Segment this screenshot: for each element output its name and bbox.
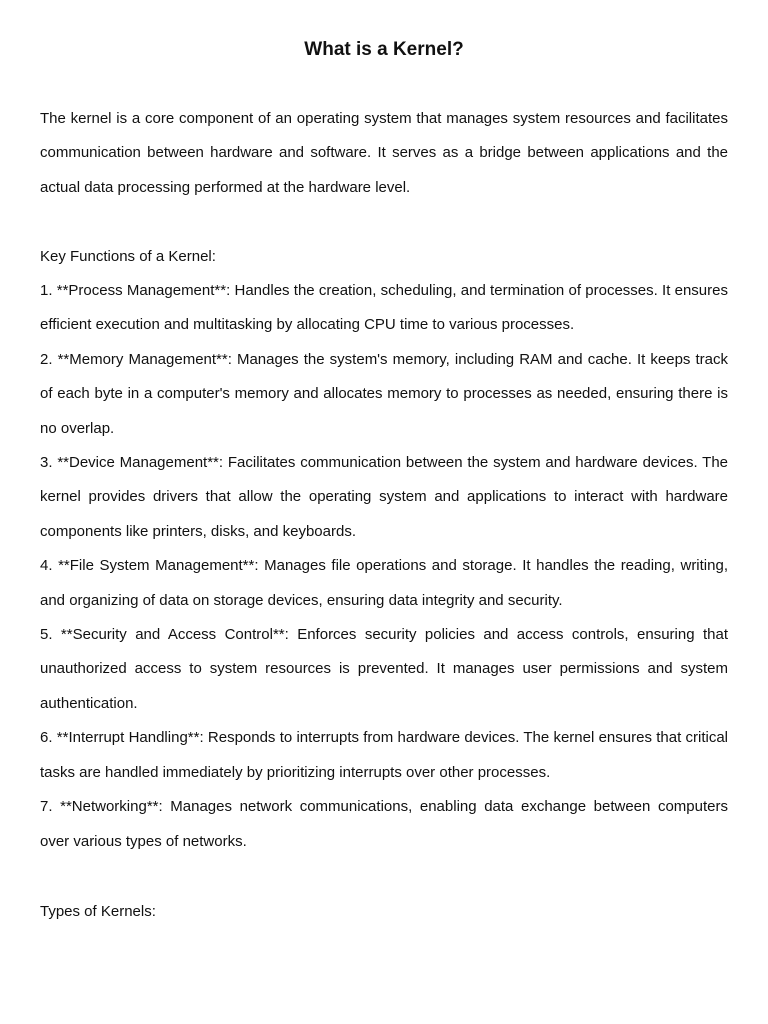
intro-paragraph: The kernel is a core component of an operating system that manages system resources and facilitates communication between hardware and software. It serves as a bridge between applications and the actual data processing performed at the hardware level.	[40, 110, 728, 196]
function-item-networking: 7. **Networking**: Manages network communications, enabling data exchange between computers over various types of networks.	[40, 798, 728, 850]
function-item-process-management: 1. **Process Management**: Handles the creation, scheduling, and termination of processes. It ensures efficient execution and multitasking by allocating CPU time to various processes.	[40, 282, 728, 334]
types-of-kernels-heading: Types of Kernels:	[40, 903, 156, 920]
key-functions-heading: Key Functions of a Kernel:	[40, 248, 216, 265]
function-item-security-access-control: 5. **Security and Access Control**: Enforces security policies and access controls, ensuring that unauthorized access to system resources is prevented. It manages user permissions and system authentication.	[40, 626, 728, 712]
function-item-memory-management: 2. **Memory Management**: Manages the system's memory, including RAM and cache. It keeps track of each byte in a computer's memory and allocates memory to processes as needed, ensuring there is no overlap.	[40, 350, 728, 437]
page-title: What is a Kernel?	[304, 39, 464, 60]
function-item-interrupt-handling: 6. **Interrupt Handling**: Responds to interrupts from hardware devices. The kernel ensures that critical tasks are handled immediately by prioritizing interrupts over other processes.	[40, 729, 728, 781]
functions-list	[40, 274, 728, 859]
function-item-device-management: 3. **Device Management**: Facilitates communication between the system and hardware devices. The kernel provides drivers that allow the operating system and applications to interact with hardware components like printers, disks, and keyboards.	[40, 454, 728, 540]
function-item-file-system-management: 4. **File System Management**: Manages file operations and storage. It handles the reading, writing, and organizing of data on storage devices, ensuring data integrity and security.	[40, 557, 728, 609]
